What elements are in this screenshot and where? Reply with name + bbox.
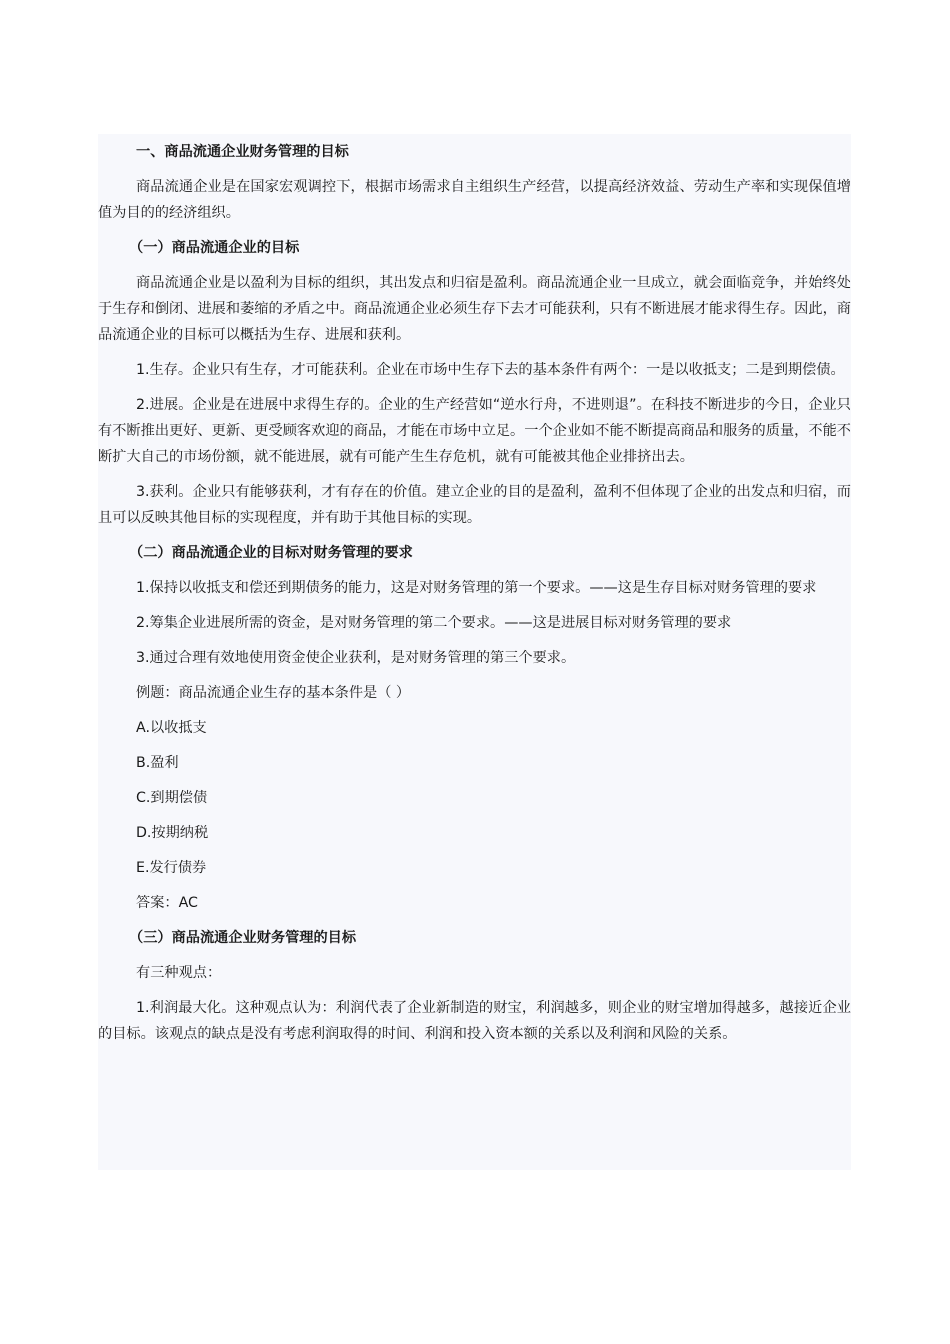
section-1-1-intro: 商品流通企业是以盈利为目标的组织，其出发点和归宿是盈利。商品流通企业一旦成立，就会面临竞争，并始终处于生存和倒闭、进展和萎缩的矛盾之中。商品流通企业必须生存下去才可能获利，只有不断进展才能求得生存。因此，商品流通企业的目标可以概括为生存、进展和获利。 xyxy=(98,275,851,343)
option-a: A.以收抵支 xyxy=(136,720,207,736)
option-d: D.按期纳税 xyxy=(136,825,209,841)
paragraph-profit: 3.获利。企业只有能够获利，才有存在的价值。建立企业的目的是盈利，盈利不但体现了企业的出发点和归宿，而且可以反映其他目标的实现程度，并有助于其他目标的实现。 xyxy=(98,484,851,526)
paragraph-profit-max: 1.利润最大化。这种观点认为：利润代表了企业新制造的财宝，利润越多，则企业的财宝增加得越多，越接近企业的目标。该观点的缺点是没有考虑利润取得的时间、利润和投入资本额的关系以及利润和风险的关系。 xyxy=(98,1000,851,1042)
document-content xyxy=(98,134,851,1170)
section-1-intro: 商品流通企业是在国家宏观调控下，根据市场需求自主组织生产经营，以提高经济效益、劳动生产率和实现保值增值为目的的经济组织。 xyxy=(98,179,851,221)
example-answer: 答案：AC xyxy=(136,895,198,911)
example-question: 例题：商品流通企业生存的基本条件是（ ） xyxy=(136,685,411,701)
paragraph-development: 2.进展。企业是在进展中求得生存的。企业的生产经营如“逆水行舟，不进则退”。在科技不断进步的今日，企业只有不断推出更好、更新、更受顾客欢迎的商品，才能在市场中立足。一个企业如不能不断提高商品和服务的质量，不能不断扩大自己的市场份额，就不能进展，就有可能产生生存危机，就有可能被其他企业排挤出去。 xyxy=(98,397,851,465)
option-e: E.发行债券 xyxy=(136,860,207,876)
section-1-2-heading: （二）商品流通企业的目标对财务管理的要求 xyxy=(129,545,413,561)
section-1-3-heading: （三）商品流通企业财务管理的目标 xyxy=(129,930,357,946)
section-1-heading: 一、商品流通企业财务管理的目标 xyxy=(136,144,349,160)
option-c: C.到期偿债 xyxy=(136,790,208,806)
option-b: B.盈利 xyxy=(136,755,179,771)
paragraph-survival: 1.生存。企业只有生存，才可能获利。企业在市场中生存下去的基本条件有两个：一是以收抵支；二是到期偿债。 xyxy=(136,362,845,378)
requirement-1: 1.保持以收抵支和偿还到期债务的能力，这是对财务管理的第一个要求。——这是生存目标对财务管理的要求 xyxy=(136,580,817,596)
requirement-2: 2.筹集企业进展所需的资金，是对财务管理的第二个要求。——这是进展目标对财务管理的要求 xyxy=(136,615,732,631)
requirement-3: 3.通过合理有效地使用资金使企业获利，是对财务管理的第三个要求。 xyxy=(136,650,576,666)
section-1-1-heading: （一）商品流通企业的目标 xyxy=(129,240,300,256)
section-1-3-intro: 有三种观点： xyxy=(136,965,222,981)
